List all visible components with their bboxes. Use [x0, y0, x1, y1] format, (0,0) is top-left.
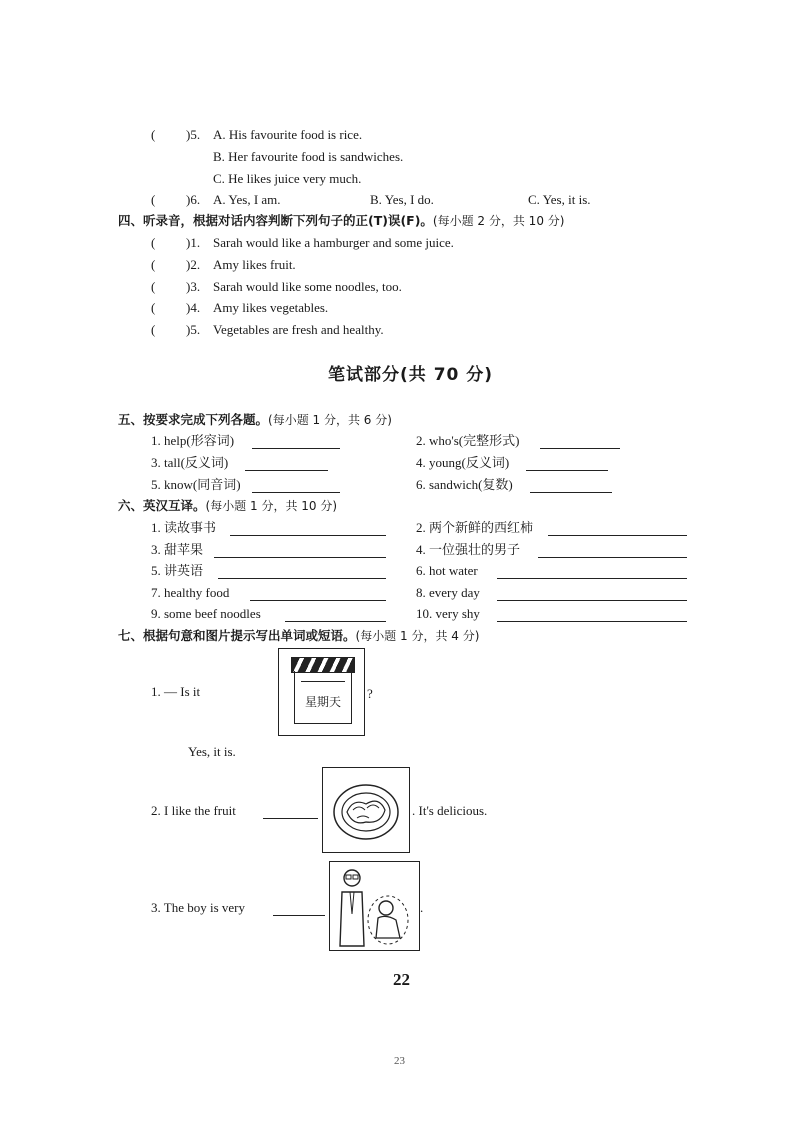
- section6-answer-blank[interactable]: [230, 523, 386, 536]
- section5-answer-blank[interactable]: [245, 458, 328, 471]
- section4-title: 四、听录音，根据对话内容判断下列句子的正(T)误(F)。: [118, 213, 433, 228]
- section5-answer-blank[interactable]: [252, 480, 340, 493]
- fruit-plate-icon: [323, 768, 409, 852]
- fruit-plate-picture: [322, 767, 410, 853]
- s7-q2-suffix: . It's delicious.: [412, 803, 488, 818]
- section7-note: (每小题 1 分，共 4 分): [355, 629, 480, 643]
- section5-answer-blank[interactable]: [252, 436, 340, 449]
- section6-answer-blank[interactable]: [214, 545, 386, 558]
- q6-option-c: C. Yes, it is.: [528, 192, 591, 207]
- page-number: 22: [393, 970, 410, 989]
- tf-bracket: (: [151, 235, 156, 250]
- section4-heading: [118, 213, 564, 229]
- section6-item: 10. very shy: [416, 606, 480, 621]
- section5-item: 2. who's(完整形式): [416, 433, 520, 448]
- s7-q2-answer-blank[interactable]: [263, 806, 318, 819]
- q5-option-c: C. He likes juice very much.: [213, 171, 362, 186]
- section6-item: 2. 两个新鲜的西红柿: [416, 520, 534, 535]
- section5-item: 3. tall(反义词): [151, 455, 229, 470]
- calendar-picture: [278, 648, 365, 736]
- section6-item: 4. 一位强壮的男子: [416, 542, 521, 557]
- tf-bracket: (: [151, 300, 156, 315]
- section5-heading: [118, 412, 392, 428]
- s7-q1-prefix: 1. — Is it: [151, 684, 201, 699]
- section6-item: 8. every day: [416, 585, 480, 600]
- section6-answer-blank[interactable]: [285, 609, 386, 622]
- tf-number: )1.: [186, 235, 201, 250]
- section5-title: 五、按要求完成下列各题。: [118, 412, 269, 427]
- tf-statement: Sarah would like some noodles, too.: [213, 279, 402, 294]
- tf-statement: Amy likes vegetables.: [213, 300, 329, 315]
- s7-q1-suffix: ?: [367, 686, 373, 701]
- tf-bracket: (: [151, 257, 156, 272]
- tf-number: )4.: [186, 300, 201, 315]
- section4-note: (每小题 2 分，共 10 分): [432, 214, 565, 228]
- section6-answer-blank[interactable]: [497, 609, 687, 622]
- q5-bracket: (: [151, 127, 156, 142]
- shy-boy-icon: [330, 862, 419, 950]
- q6-bracket: (: [151, 192, 156, 207]
- s7-q3-suffix: .: [420, 900, 424, 915]
- calendar-page-icon: [294, 671, 352, 724]
- section7-heading: [118, 628, 479, 644]
- section6-answer-blank[interactable]: [497, 566, 687, 579]
- section5-answer-blank[interactable]: [540, 436, 620, 449]
- section5-item: 4. young(反义词): [416, 455, 510, 470]
- section6-item: 6. hot water: [416, 563, 478, 578]
- calendar-line: [301, 681, 345, 682]
- q6-number: )6.: [186, 192, 201, 207]
- tf-number: )3.: [186, 279, 201, 294]
- section5-item: 5. know(同音词): [151, 477, 241, 492]
- q5-number: )5.: [186, 127, 201, 142]
- section6-answer-blank[interactable]: [250, 588, 386, 601]
- section6-answer-blank[interactable]: [538, 545, 687, 558]
- section6-item: 3. 甜苹果: [151, 542, 204, 557]
- footer-number: 23: [394, 1055, 405, 1067]
- section6-answer-blank[interactable]: [497, 588, 687, 601]
- section6-title: 六、英汉互译。: [118, 498, 206, 513]
- q6-option-b: B. Yes, I do.: [370, 192, 434, 207]
- section6-note: (每小题 1 分，共 10 分): [205, 499, 338, 513]
- section6-item: 9. some beef noodles: [151, 606, 261, 621]
- section5-item: 1. help(形容词): [151, 433, 235, 448]
- s7-q2-prefix: 2. I like the fruit: [151, 803, 236, 818]
- section6-answer-blank[interactable]: [548, 523, 687, 536]
- section5-answer-blank[interactable]: [526, 458, 608, 471]
- tf-statement: Sarah would like a hamburger and some juice.: [213, 235, 454, 250]
- section5-note: (每小题 1 分，共 6 分): [268, 413, 392, 427]
- section6-item: 5. 讲英语: [151, 563, 204, 578]
- section6-answer-blank[interactable]: [218, 566, 386, 579]
- s7-q3-answer-blank[interactable]: [273, 903, 325, 916]
- s7-q3-prefix: 3. The boy is very: [151, 900, 245, 915]
- q5-option-b: B. Her favourite food is sandwiches.: [213, 149, 404, 164]
- written-part-title: 笔试部分(共 70 分): [328, 365, 494, 385]
- section6-item: 7. healthy food: [151, 585, 230, 600]
- calendar-text: 星期天: [304, 695, 341, 709]
- tf-statement: Amy likes fruit.: [213, 257, 296, 272]
- section6-heading: [118, 498, 337, 514]
- tf-bracket: (: [151, 279, 156, 294]
- section7-title: 七、根据句意和图片提示写出单词或短语。: [118, 628, 356, 643]
- tf-statement: Vegetables are fresh and healthy.: [213, 322, 384, 337]
- section5-answer-blank[interactable]: [530, 480, 612, 493]
- shy-boy-picture: [329, 861, 420, 951]
- tf-number: )2.: [186, 257, 201, 272]
- q6-option-a: A. Yes, I am.: [213, 192, 281, 207]
- section5-item: 6. sandwich(复数): [416, 477, 513, 492]
- q5-option-a: A. His favourite food is rice.: [213, 127, 363, 142]
- section6-item: 1. 读故事书: [151, 520, 217, 535]
- tf-bracket: (: [151, 322, 156, 337]
- tf-number: )5.: [186, 322, 201, 337]
- s7-q1-answer: Yes, it is.: [188, 744, 236, 759]
